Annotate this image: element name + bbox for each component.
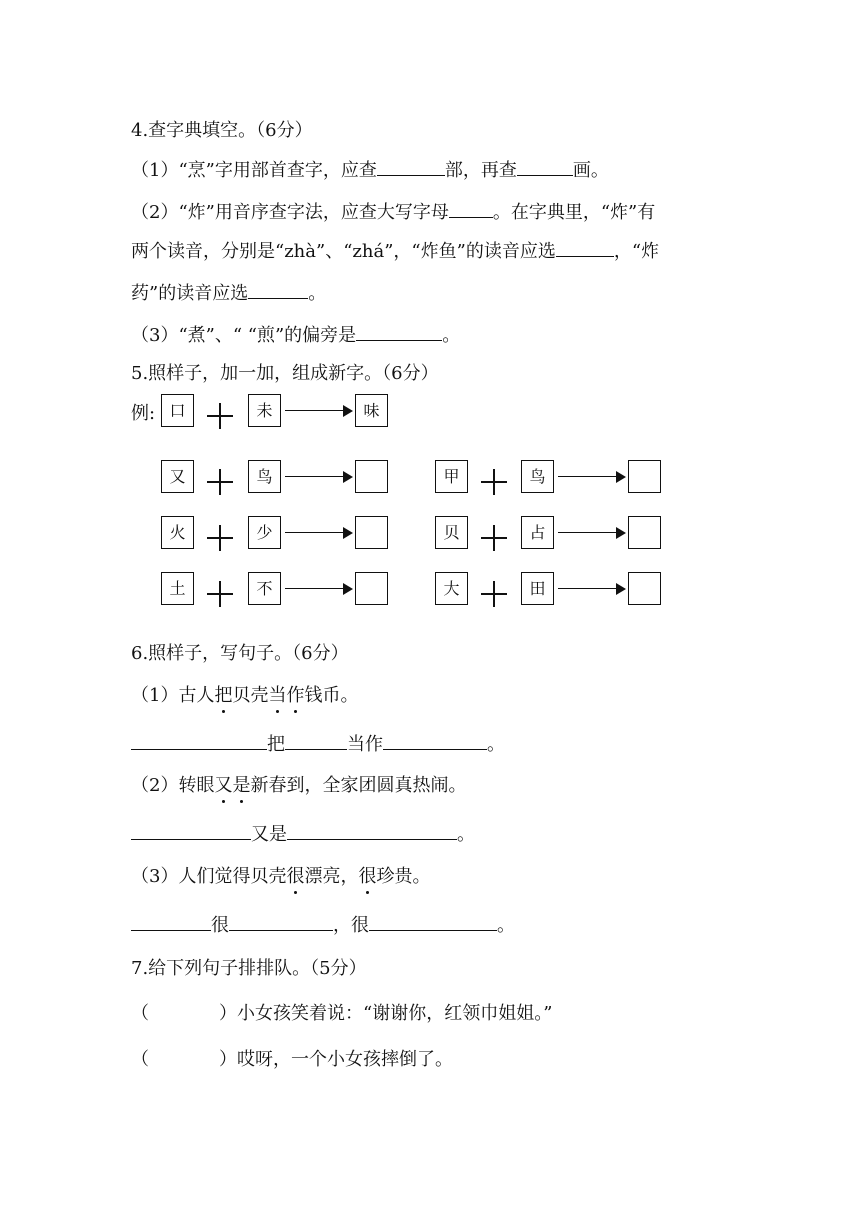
- q7-item-1: [131, 1001, 552, 1027]
- a1-text: 把: [267, 734, 285, 755]
- s1-dotted-char: 作: [286, 683, 304, 709]
- q6-sentence-3: [131, 864, 430, 890]
- example-box-b: 未: [248, 394, 281, 427]
- example-label: 例:: [131, 403, 156, 424]
- a3-text: ，很: [333, 915, 369, 936]
- arrow-right-icon: [285, 527, 353, 539]
- q7-item-text: 哎呀，一个小女孩摔倒了。: [237, 1049, 453, 1070]
- row1-left-box-a: 又: [161, 460, 194, 493]
- s2-dotted-char: 又: [214, 773, 232, 799]
- s1-part: （1）古人: [131, 685, 215, 706]
- paren-open: （: [131, 1049, 149, 1070]
- arrow-right-icon: [285, 405, 353, 417]
- s1-dotted-char: 把: [214, 683, 232, 709]
- q4-3-text-a: 两个读音，分别是“zhà”、“zhá”，“炸鱼”的读音应选: [131, 241, 556, 262]
- q4-5-text-a: （3）“煮”、“ “煎”的偏旁是: [131, 325, 357, 346]
- q4-3-text-b: ，“炸: [613, 241, 660, 262]
- s3-part: 珍贵。: [376, 866, 431, 887]
- plus-icon: [481, 525, 507, 551]
- row3-left-box-a: 土: [161, 572, 194, 605]
- s1-dotted-char: 当: [268, 683, 286, 709]
- answer-blank[interactable]: [285, 731, 347, 750]
- s1-part: 钱币。: [304, 685, 359, 706]
- a1-text: 当作: [347, 734, 383, 755]
- blank-reading-1[interactable]: [556, 238, 614, 257]
- s2-part: （2）转眼: [131, 775, 215, 796]
- arrow-right-icon: [558, 471, 626, 483]
- row3-right-box-a: 大: [435, 572, 468, 605]
- row2-right-box-a: 贝: [435, 516, 468, 549]
- row3-left-box-b: 不: [248, 572, 281, 605]
- blank-radical-2[interactable]: [356, 322, 442, 341]
- answer-blank[interactable]: [131, 731, 267, 750]
- q4-1-text-a: （1）“烹”字用部首查字，应查: [131, 160, 377, 181]
- s1-part: 贝壳: [232, 685, 269, 706]
- q7-item-2: [131, 1047, 453, 1073]
- paren-close: ）: [219, 1003, 237, 1024]
- s2-dotted-char: 是: [232, 773, 250, 799]
- row2-left-box-a: 火: [161, 516, 194, 549]
- plus-icon: [481, 581, 507, 607]
- row2-right-answer-box[interactable]: [628, 516, 661, 549]
- a2-text: 。: [457, 824, 475, 845]
- arrow-right-icon: [285, 583, 353, 595]
- s3-dotted-char: 很: [358, 864, 376, 890]
- blank-strokes[interactable]: [517, 157, 573, 176]
- paren-open: （: [131, 1003, 149, 1024]
- row1-left-answer-box[interactable]: [355, 460, 388, 493]
- answer-blank[interactable]: [287, 821, 457, 840]
- plus-icon: [207, 469, 233, 495]
- row3-left-answer-box[interactable]: [355, 572, 388, 605]
- q4-line-2: [131, 199, 655, 226]
- q4-4-text-b: 。: [308, 283, 327, 304]
- plus-icon: [207, 403, 233, 429]
- answer-blank[interactable]: [131, 821, 251, 840]
- row1-right-box-a: 甲: [435, 460, 468, 493]
- example-box-a: 口: [161, 394, 194, 427]
- example-box-result: 味: [355, 394, 388, 427]
- q6-answer-3: [131, 912, 515, 939]
- row3-right-answer-box[interactable]: [628, 572, 661, 605]
- q7-item-text: 小女孩笑着说：“谢谢你，红领巾姐姐。”: [237, 1003, 553, 1024]
- arrow-right-icon: [558, 583, 626, 595]
- q6-title: 6.照样子，写句子。（6分）: [131, 643, 349, 664]
- arrow-right-icon: [285, 471, 353, 483]
- a3-text: 很: [211, 915, 229, 936]
- q4-5-text-b: 。: [442, 325, 461, 346]
- answer-blank[interactable]: [369, 912, 497, 931]
- answer-blank[interactable]: [383, 731, 487, 750]
- arrow-right-icon: [558, 527, 626, 539]
- q6-sentence-1: [131, 683, 358, 709]
- a3-text: 。: [497, 915, 515, 936]
- answer-blank[interactable]: [229, 912, 333, 931]
- q5-title: 5.照样子，加一加，组成新字。（6分）: [131, 363, 439, 384]
- blank-letter[interactable]: [449, 199, 493, 218]
- row3-right-box-b: 田: [521, 572, 554, 605]
- q4-title: 4.查字典填空。（6分）: [131, 120, 313, 141]
- plus-icon: [207, 581, 233, 607]
- blank-radical[interactable]: [377, 157, 445, 176]
- a2-text: 又是: [251, 824, 287, 845]
- q4-2-text-b: 。在字典里，“炸”有: [492, 202, 656, 223]
- q6-sentence-2: [131, 773, 466, 799]
- row1-left-box-b: 鸟: [248, 460, 281, 493]
- q4-2-text-a: （2）“炸”用音序查字法，应查大写字母: [131, 202, 449, 223]
- answer-blank[interactable]: [131, 912, 211, 931]
- row2-right-box-b: 占: [521, 516, 554, 549]
- a1-text: 。: [487, 734, 505, 755]
- plus-icon: [207, 525, 233, 551]
- row2-left-box-b: 少: [248, 516, 281, 549]
- q4-1-text-b: 部，再查: [444, 160, 517, 181]
- s2-part: 新春到，全家团圆真热闹。: [250, 775, 467, 796]
- row1-right-box-b: 鸟: [521, 460, 554, 493]
- row1-right-answer-box[interactable]: [628, 460, 661, 493]
- blank-reading-2[interactable]: [248, 280, 308, 299]
- q4-4-text-a: 药”的读音应选: [131, 283, 249, 304]
- s3-part: （3）人们觉得贝壳: [131, 866, 287, 887]
- q4-line-5: [131, 322, 460, 349]
- q6-answer-2: [131, 821, 475, 848]
- plus-icon: [481, 469, 507, 495]
- q4-line-3: [131, 238, 659, 265]
- paren-close: ）: [219, 1049, 237, 1070]
- q4-1-text-c: 画。: [572, 160, 609, 181]
- q7-title: 7.给下列句子排排队。（5分）: [131, 958, 367, 979]
- s3-part: 漂亮，: [304, 866, 359, 887]
- s3-dotted-char: 很: [286, 864, 304, 890]
- q6-answer-1: [131, 731, 505, 758]
- q4-line-1: [131, 157, 609, 184]
- row2-left-answer-box[interactable]: [355, 516, 388, 549]
- q4-line-4: [131, 280, 326, 307]
